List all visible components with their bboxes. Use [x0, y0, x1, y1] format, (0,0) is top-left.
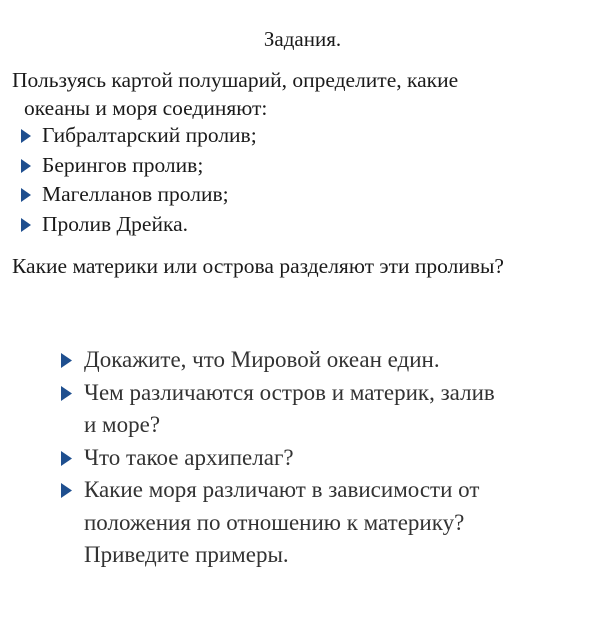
triangle-right-icon [61, 353, 72, 368]
strait-name: Магелланов пролив; [42, 182, 229, 206]
task-intro-line-1: Пользуясь картой полушарий, определите, какие [12, 68, 459, 92]
task-intro [12, 66, 592, 122]
strait-name: Пролив Дрейка. [42, 211, 189, 236]
triangle-right-icon [21, 188, 31, 202]
list-item [60, 377, 590, 442]
question-line: Какие моря различают в зависимости от [84, 477, 480, 502]
list-item [60, 344, 590, 377]
list-item [60, 442, 590, 475]
triangle-right-icon [21, 218, 31, 232]
questions-list [60, 344, 590, 572]
strait-name: Берингов пролив; [42, 152, 204, 177]
question-line: Чем различаются остров и материк, залив [84, 379, 495, 405]
triangle-right-icon [21, 159, 31, 173]
list-item [20, 210, 580, 240]
task-intro-line-2: океаны и моря соединяют: [24, 96, 268, 120]
question-line: и море? [84, 412, 161, 437]
triangle-right-icon [61, 386, 72, 401]
list-item [20, 180, 580, 210]
triangle-right-icon [61, 451, 72, 466]
question-line: Докажите, что Мировой океан един. [84, 347, 440, 372]
triangle-right-icon [21, 129, 31, 143]
page-title: Задания. [263, 27, 342, 51]
list-item [20, 121, 580, 151]
list-item [60, 474, 590, 572]
question-line: Приведите примеры. [84, 542, 289, 567]
strait-name: Гибралтарский пролив; [42, 123, 257, 147]
question-line: положения по отношению к материку? [84, 509, 465, 535]
question-line: Что такое архипелаг? [84, 444, 294, 470]
straits-list [20, 121, 580, 239]
triangle-right-icon [61, 483, 72, 498]
list-item [20, 151, 580, 181]
task-question: Какие материки или острова разделяют эти проливы? [12, 254, 504, 278]
